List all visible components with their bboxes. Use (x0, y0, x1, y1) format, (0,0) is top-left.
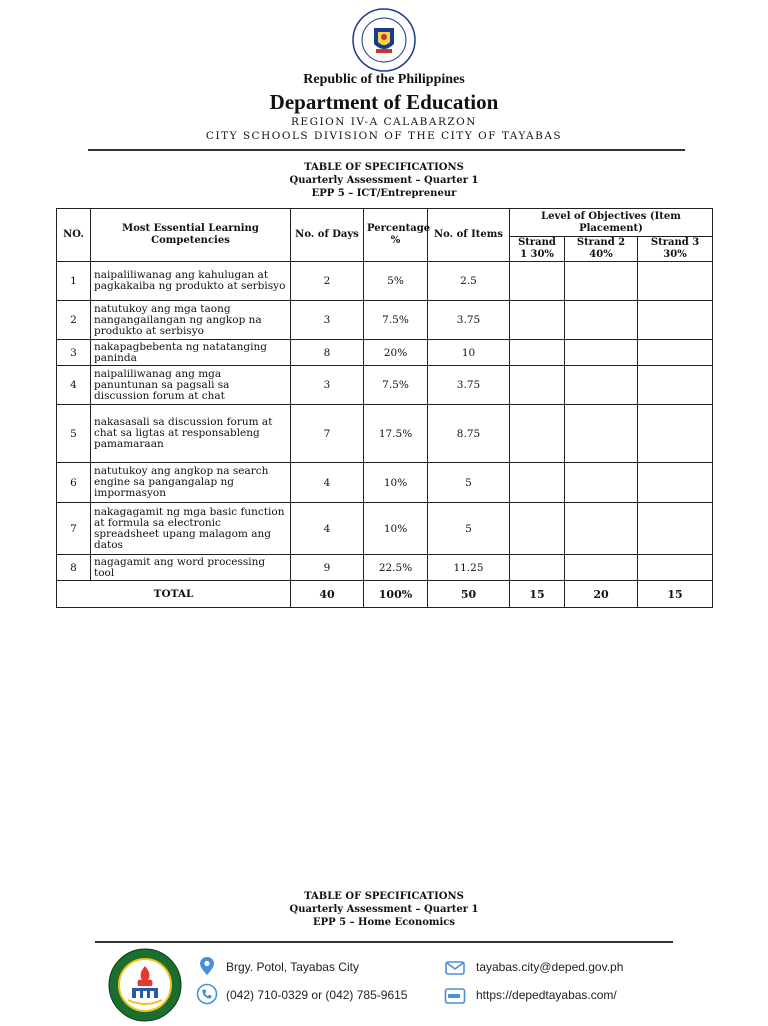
header-strand-3: Strand 3 30% (638, 237, 713, 262)
row-percentage: 10% (364, 503, 428, 555)
footer-phone: (042) 710-0329 or (042) 785-9615 (226, 988, 408, 1002)
header-no: NO. (57, 209, 91, 262)
row-strand-2 (565, 463, 638, 503)
row-number: 4 (57, 366, 91, 405)
row-strand-2 (565, 555, 638, 581)
row-days: 4 (291, 503, 364, 555)
row-percentage: 22.5% (364, 555, 428, 581)
header-items: No. of Items (428, 209, 510, 262)
row-strand-1 (510, 463, 565, 503)
row-competency: nagagamit ang word processing tool (91, 555, 291, 581)
row-items: 3.75 (428, 366, 510, 405)
table-row (57, 301, 713, 340)
row-strand-1 (510, 262, 565, 301)
row-number: 1 (57, 262, 91, 301)
department-heading: Department of Education (269, 90, 499, 114)
row-competency: natutukoy ang mga taong nangangailangan ng angkop na produkto at serbisyo (91, 301, 291, 340)
header-divider (88, 149, 685, 151)
row-strand-1 (510, 340, 565, 366)
header-competency: Most Essential Learning Competencies (91, 209, 291, 262)
row-competency: natutukoy ang angkop na search engine sa pangangalap ng impormasyon (91, 463, 291, 503)
row-strand-3 (638, 503, 713, 555)
row-strand-3 (638, 301, 713, 340)
row-items: 5 (428, 463, 510, 503)
row-strand-1 (510, 301, 565, 340)
row-items: 2.5 (428, 262, 510, 301)
header-strand-2: Strand 2 40% (565, 237, 638, 262)
phone-icon (196, 983, 218, 1005)
row-competency: naipaliliwanag ang kahulugan at pagkakaiba ng produkto at serbisyo (91, 262, 291, 301)
row-items: 5 (428, 503, 510, 555)
table-row (57, 405, 713, 463)
row-percentage: 10% (364, 463, 428, 503)
total-days: 40 (291, 581, 364, 608)
row-number: 8 (57, 555, 91, 581)
total-strand-1: 15 (510, 581, 565, 608)
footer-website: https://depedtayabas.com/ (476, 988, 617, 1002)
header-strand-1: Strand 1 30% (510, 237, 565, 262)
tos-subtitle: Quarterly Assessment – Quarter 1 (289, 175, 479, 186)
total-percentage: 100% (364, 581, 428, 608)
total-label: TOTAL (57, 581, 291, 608)
row-strand-2 (565, 503, 638, 555)
row-strand-3 (638, 405, 713, 463)
tos-subject-2: EPP 5 – Home Economics (312, 917, 456, 928)
row-days: 2 (291, 262, 364, 301)
website-icon (444, 985, 466, 1007)
specifications-table (56, 208, 713, 608)
row-items: 8.75 (428, 405, 510, 463)
row-days: 3 (291, 301, 364, 340)
table-row (57, 503, 713, 555)
row-number: 6 (57, 463, 91, 503)
region-heading: REGION IV-A CALABARZON (291, 116, 477, 128)
row-number: 3 (57, 340, 91, 366)
row-strand-1 (510, 503, 565, 555)
row-strand-3 (638, 262, 713, 301)
row-number: 7 (57, 503, 91, 555)
row-strand-2 (565, 340, 638, 366)
row-items: 10 (428, 340, 510, 366)
row-days: 4 (291, 463, 364, 503)
row-strand-1 (510, 405, 565, 463)
row-number: 2 (57, 301, 91, 340)
total-items: 50 (428, 581, 510, 608)
header-percentage: Percentage % (364, 209, 428, 262)
row-percentage: 17.5% (364, 405, 428, 463)
row-percentage: 5% (364, 262, 428, 301)
footer-address: Brgy. Potol, Tayabas City (226, 960, 359, 974)
row-strand-3 (638, 463, 713, 503)
tos-title-2: TABLE OF SPECIFICATIONS (304, 891, 464, 902)
total-strand-2: 20 (565, 581, 638, 608)
row-competency: naipaliliwanag ang mga panuntunan sa pagsali sa discussion forum at chat (91, 366, 291, 405)
tos-title: TABLE OF SPECIFICATIONS (304, 162, 464, 173)
row-items: 3.75 (428, 301, 510, 340)
row-competency: nakapagbebenta ng natatanging paninda (91, 340, 291, 366)
row-strand-3 (638, 366, 713, 405)
row-number: 5 (57, 405, 91, 463)
table-row (57, 262, 713, 301)
email-icon (444, 957, 466, 979)
tos-subject: EPP 5 – ICT/Entrepreneur (311, 188, 457, 199)
table-row (57, 366, 713, 405)
table-row (57, 463, 713, 503)
location-pin-icon (196, 955, 218, 977)
total-row (57, 581, 713, 608)
header-days: No. of Days (291, 209, 364, 262)
table-row (57, 340, 713, 366)
row-strand-1 (510, 555, 565, 581)
republic-heading: Republic of the Philippines (303, 72, 465, 87)
row-strand-1 (510, 366, 565, 405)
row-percentage: 20% (364, 340, 428, 366)
row-percentage: 7.5% (364, 366, 428, 405)
total-strand-3: 15 (638, 581, 713, 608)
row-strand-2 (565, 301, 638, 340)
footer-email: tayabas.city@deped.gov.ph (476, 960, 624, 974)
division-heading: CITY SCHOOLS DIVISION OF THE CITY OF TAYABAS (205, 130, 563, 142)
row-items: 11.25 (428, 555, 510, 581)
row-competency: nakasasali sa discussion forum at chat sa ligtas at responsableng pamamaraan (91, 405, 291, 463)
row-strand-3 (638, 340, 713, 366)
row-strand-2 (565, 366, 638, 405)
row-strand-2 (565, 262, 638, 301)
row-strand-3 (638, 555, 713, 581)
row-percentage: 7.5% (364, 301, 428, 340)
row-days: 7 (291, 405, 364, 463)
row-strand-2 (565, 405, 638, 463)
footer-divider (95, 941, 673, 943)
row-days: 8 (291, 340, 364, 366)
row-competency: nakagagamit ng mga basic function at formula sa electronic spreadsheet upang malagom ang datos (91, 503, 291, 555)
row-days: 3 (291, 366, 364, 405)
tos-subtitle-2: Quarterly Assessment – Quarter 1 (289, 904, 479, 915)
deped-seal-logo (352, 8, 416, 72)
division-seal-logo (108, 948, 182, 1022)
header-objectives: Level of Objectives (Item Placement) (510, 209, 713, 237)
row-days: 9 (291, 555, 364, 581)
table-row (57, 555, 713, 581)
